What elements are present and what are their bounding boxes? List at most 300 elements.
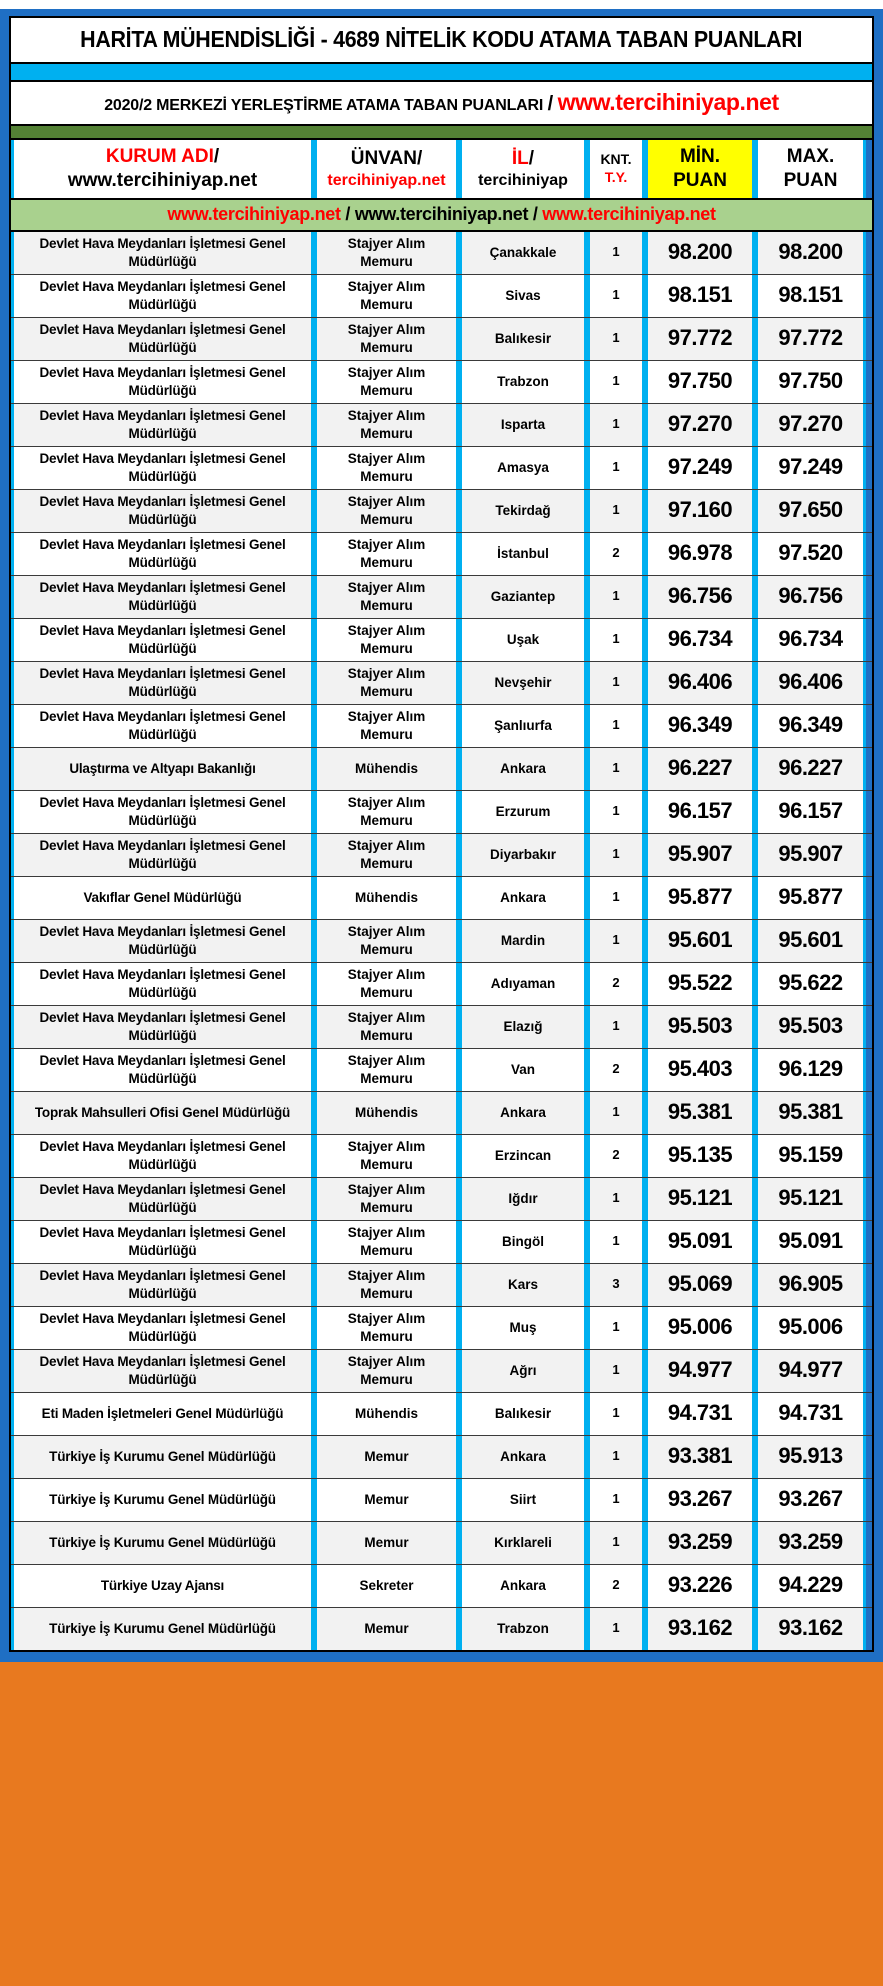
cell-il	[459, 1522, 587, 1564]
cell-max	[755, 447, 866, 489]
cell-min	[645, 1092, 755, 1134]
subtitle-website-link[interactable]: www.tercihiniyap.net	[557, 89, 779, 115]
cell-knt	[587, 1178, 645, 1220]
cell-kurum-text: Türkiye İş Kurumu Genel Müdürlüğü	[49, 1448, 276, 1464]
cell-max	[755, 920, 866, 962]
cell-il	[459, 662, 587, 704]
cell-kurum-text: Türkiye Uzay Ajansı	[100, 1577, 225, 1593]
table-row[interactable]	[11, 232, 872, 275]
cell-unvan	[314, 1135, 459, 1177]
cell-kurum	[11, 1049, 314, 1091]
column-header-max-label: MAX.	[786, 146, 835, 167]
cell-min	[645, 1264, 755, 1306]
cell-max	[755, 1608, 866, 1650]
cell-knt-text: 1	[612, 932, 620, 948]
cell-knt-text: 1	[612, 1620, 620, 1636]
column-header-unvan-label: ÜNVAN	[350, 147, 417, 169]
cell-max	[755, 1006, 866, 1048]
cell-unvan	[314, 920, 459, 962]
table-row[interactable]	[11, 1049, 872, 1092]
cell-il	[459, 963, 587, 1005]
cell-il-text: Van	[510, 1061, 535, 1077]
cell-kurum	[11, 920, 314, 962]
cell-max	[755, 1350, 866, 1392]
cell-min-text: 96.227	[667, 755, 733, 781]
cell-knt	[587, 1522, 645, 1564]
cell-kurum	[11, 1393, 314, 1435]
green-divider	[9, 126, 874, 140]
cell-max	[755, 1221, 866, 1263]
cell-min	[645, 1565, 755, 1607]
cell-il	[459, 318, 587, 360]
cell-min-text: 95.069	[667, 1271, 733, 1297]
cell-kurum-text: Devlet Hava Meydanları İşletmesi Genel Müdürlüğü	[39, 1010, 286, 1043]
cell-max-text: 96.905	[778, 1271, 843, 1297]
cell-il	[459, 1608, 587, 1650]
cell-kurum	[11, 877, 314, 919]
cell-kurum	[11, 1006, 314, 1048]
cell-il-text: İstanbul	[497, 545, 549, 561]
cell-kurum-text: Devlet Hava Meydanları İşletmesi Genel Müdürlüğü	[39, 623, 286, 656]
table-row[interactable]	[11, 877, 872, 920]
cell-min	[645, 1049, 755, 1091]
cell-unvan-text: Memur	[364, 1534, 409, 1550]
cell-knt-text: 1	[612, 459, 620, 475]
cell-min	[645, 1522, 755, 1564]
table-row[interactable]	[11, 1264, 872, 1307]
cell-il-text: Çanakkale	[489, 244, 557, 260]
cell-min-text: 95.907	[667, 841, 733, 867]
cell-il-text: Adıyaman	[490, 975, 556, 991]
cell-kurum	[11, 748, 314, 790]
cell-min	[645, 447, 755, 489]
cell-min-text: 96.349	[667, 712, 733, 738]
cell-il	[459, 447, 587, 489]
cell-kurum	[11, 1221, 314, 1263]
table-row[interactable]	[11, 1565, 872, 1608]
cell-knt-text: 1	[612, 674, 620, 690]
cell-knt	[587, 533, 645, 575]
website-link-2[interactable]: www.tercihiniyap.net	[354, 203, 529, 224]
cell-knt-text: 1	[612, 631, 620, 647]
table-header-row	[9, 140, 874, 200]
cell-min-text: 97.249	[667, 454, 733, 480]
cell-kurum	[11, 1264, 314, 1306]
table-row[interactable]	[11, 361, 872, 404]
cell-knt	[587, 877, 645, 919]
cell-il	[459, 232, 587, 274]
cell-knt	[587, 447, 645, 489]
cell-unvan	[314, 1092, 459, 1134]
cell-knt	[587, 1479, 645, 1521]
cell-kurum	[11, 1565, 314, 1607]
cell-min	[645, 490, 755, 532]
cell-kurum-text: Devlet Hava Meydanları İşletmesi Genel Müdürlüğü	[39, 1268, 286, 1301]
cell-max	[755, 1135, 866, 1177]
cell-max-text: 95.091	[778, 1228, 843, 1254]
column-header-max-puan[interactable]	[755, 140, 866, 198]
cell-kurum-text: Devlet Hava Meydanları İşletmesi Genel Müdürlüğü	[39, 494, 286, 527]
cell-max-text: 96.734	[778, 626, 843, 652]
cell-unvan	[314, 791, 459, 833]
cell-knt-text: 1	[612, 1233, 620, 1249]
cell-min	[645, 404, 755, 446]
column-header-il[interactable]	[459, 140, 587, 198]
cell-kurum	[11, 576, 314, 618]
cell-knt	[587, 1135, 645, 1177]
cell-unvan-text: Mühendis	[355, 889, 418, 905]
cell-max-text: 94.977	[778, 1357, 843, 1383]
cell-min-text: 95.403	[667, 1056, 733, 1082]
cell-unvan-text: Stajyer Alım Memuru	[347, 279, 426, 312]
column-header-min-puan[interactable]	[645, 140, 755, 198]
cell-unvan	[314, 619, 459, 661]
cell-knt-text: 1	[612, 1190, 620, 1206]
cell-unvan-text: Memur	[364, 1491, 409, 1507]
table-row[interactable]	[11, 1436, 872, 1479]
cell-unvan-text: Stajyer Alım Memuru	[347, 924, 426, 957]
cell-unvan	[314, 232, 459, 274]
document-title-banner	[9, 16, 874, 64]
cell-knt-text: 1	[612, 846, 620, 862]
table-row[interactable]	[11, 1522, 872, 1565]
cell-unvan	[314, 1221, 459, 1263]
cell-min	[645, 662, 755, 704]
cell-max	[755, 963, 866, 1005]
cell-kurum	[11, 1135, 314, 1177]
table-row[interactable]	[11, 1307, 872, 1350]
cell-kurum	[11, 619, 314, 661]
cell-il	[459, 705, 587, 747]
cell-knt-text: 1	[612, 1405, 620, 1421]
table-row[interactable]	[11, 275, 872, 318]
cell-knt-text: 1	[612, 717, 620, 733]
table-row[interactable]	[11, 1006, 872, 1049]
cell-il	[459, 791, 587, 833]
cell-il	[459, 275, 587, 317]
cell-max	[755, 748, 866, 790]
cell-min-text: 97.270	[667, 411, 733, 437]
cell-unvan	[314, 576, 459, 618]
cell-max-text: 93.162	[778, 1615, 843, 1641]
cell-unvan	[314, 361, 459, 403]
cell-il-text: Siirt	[509, 1491, 537, 1507]
cell-unvan	[314, 705, 459, 747]
cell-il	[459, 1135, 587, 1177]
cell-max	[755, 662, 866, 704]
table-row[interactable]	[11, 1608, 872, 1650]
cell-max	[755, 232, 866, 274]
cell-min-text: 96.406	[667, 669, 733, 695]
cell-min	[645, 1350, 755, 1392]
cell-il-text: Ankara	[500, 1104, 546, 1120]
cell-kurum	[11, 1307, 314, 1349]
cell-il	[459, 1479, 587, 1521]
cell-min	[645, 920, 755, 962]
table-row[interactable]	[11, 791, 872, 834]
cell-kurum-text: Devlet Hava Meydanları İşletmesi Genel Müdürlüğü	[39, 1053, 286, 1086]
cell-knt-text: 1	[612, 760, 620, 776]
cell-unvan-text: Stajyer Alım Memuru	[347, 709, 426, 742]
cell-kurum-text: Devlet Hava Meydanları İşletmesi Genel Müdürlüğü	[39, 967, 286, 1000]
cell-unvan-text: Stajyer Alım Memuru	[347, 666, 426, 699]
cell-knt-text: 1	[612, 1104, 620, 1120]
cell-max	[755, 361, 866, 403]
cell-knt	[587, 490, 645, 532]
subtitle-text: 2020/2 MERKEZİ YERLEŞTİRME ATAMA TABAN PUANLARI	[104, 97, 544, 114]
cell-max-text: 97.270	[778, 411, 843, 437]
cell-unvan	[314, 748, 459, 790]
cell-knt-text: 1	[612, 1491, 620, 1507]
cell-unvan	[314, 963, 459, 1005]
cell-unvan	[314, 404, 459, 446]
cell-min-text: 93.226	[667, 1572, 733, 1598]
cell-il	[459, 404, 587, 446]
cell-unvan-text: Stajyer Alım Memuru	[347, 967, 426, 1000]
cell-min	[645, 834, 755, 876]
cell-unvan	[314, 1006, 459, 1048]
cell-il	[459, 1178, 587, 1220]
cell-max	[755, 1479, 866, 1521]
table-row[interactable]	[11, 490, 872, 533]
cell-max-text: 97.650	[778, 497, 843, 523]
cell-max-text: 94.229	[778, 1572, 843, 1598]
cell-il-text: Uşak	[506, 631, 540, 647]
cell-il-text: Ankara	[500, 760, 546, 776]
cell-unvan	[314, 1522, 459, 1564]
cell-il-text: Erzurum	[495, 803, 551, 819]
cell-knt	[587, 1264, 645, 1306]
cell-kurum	[11, 1436, 314, 1478]
cell-il	[459, 1307, 587, 1349]
cell-min-text: 96.756	[667, 583, 733, 609]
cell-unvan-text: Stajyer Alım Memuru	[347, 838, 426, 871]
table-row[interactable]	[11, 1393, 872, 1436]
table-row[interactable]	[11, 1178, 872, 1221]
cell-max	[755, 1565, 866, 1607]
cell-knt	[587, 318, 645, 360]
cell-knt	[587, 791, 645, 833]
cell-kurum-text: Devlet Hava Meydanları İşletmesi Genel Müdürlüğü	[39, 322, 286, 355]
cell-kurum	[11, 963, 314, 1005]
cell-min	[645, 619, 755, 661]
table-row[interactable]	[11, 533, 872, 576]
cell-kurum-text: Vakıflar Genel Müdürlüğü	[83, 889, 242, 905]
cell-max	[755, 705, 866, 747]
cell-unvan-text: Stajyer Alım Memuru	[347, 1268, 426, 1301]
cell-il-text: Ankara	[500, 1448, 546, 1464]
cell-il-text: Erzincan	[494, 1147, 552, 1163]
cell-knt-text: 3	[612, 1276, 620, 1292]
cell-min	[645, 877, 755, 919]
cell-kurum-text: Devlet Hava Meydanları İşletmesi Genel Müdürlüğü	[39, 580, 286, 613]
cell-unvan	[314, 1479, 459, 1521]
cell-max	[755, 619, 866, 661]
cell-max	[755, 1307, 866, 1349]
cell-knt	[587, 1221, 645, 1263]
cell-knt	[587, 361, 645, 403]
cell-unvan-text: Stajyer Alım Memuru	[347, 1182, 426, 1215]
cell-unvan	[314, 834, 459, 876]
cell-kurum	[11, 361, 314, 403]
cell-min-text: 98.200	[667, 239, 733, 265]
cell-knt-text: 2	[612, 1147, 620, 1163]
cell-min	[645, 1393, 755, 1435]
cell-min-text: 93.259	[667, 1529, 733, 1555]
table-row[interactable]	[11, 748, 872, 791]
cell-il	[459, 877, 587, 919]
cell-knt	[587, 1608, 645, 1650]
table-row[interactable]	[11, 1092, 872, 1135]
cell-kurum-text: Devlet Hava Meydanları İşletmesi Genel Müdürlüğü	[39, 1139, 286, 1172]
cell-knt	[587, 404, 645, 446]
cell-min	[645, 705, 755, 747]
cell-unvan-text: Stajyer Alım Memuru	[347, 537, 426, 570]
cell-knt-text: 1	[612, 330, 620, 346]
column-header-kurum-site: www.tercihiniyap.net	[67, 169, 258, 191]
cell-unvan-text: Stajyer Alım Memuru	[347, 1311, 426, 1344]
cell-knt-text: 1	[612, 1448, 620, 1464]
column-header-kurum[interactable]	[11, 140, 314, 198]
cell-max-text: 96.227	[778, 755, 843, 781]
cell-knt	[587, 1393, 645, 1435]
cell-max-text: 95.503	[778, 1013, 843, 1039]
table-row[interactable]	[11, 318, 872, 361]
cell-kurum-text: Devlet Hava Meydanları İşletmesi Genel Müdürlüğü	[39, 279, 286, 312]
cell-il-text: Muş	[509, 1319, 537, 1335]
cell-max-text: 95.601	[778, 927, 843, 953]
cell-knt	[587, 1049, 645, 1091]
cell-il-text: Elazığ	[503, 1018, 543, 1034]
cell-max-text: 95.877	[778, 884, 843, 910]
cell-unvan-text: Stajyer Alım Memuru	[347, 1354, 426, 1387]
table-row[interactable]	[11, 1221, 872, 1264]
table-row[interactable]	[11, 619, 872, 662]
cell-kurum-text: Devlet Hava Meydanları İşletmesi Genel Müdürlüğü	[39, 709, 286, 742]
table-row[interactable]	[11, 834, 872, 877]
cell-min-text: 96.734	[667, 626, 733, 652]
cell-min-text: 93.267	[667, 1486, 733, 1512]
cell-min-text: 93.162	[667, 1615, 733, 1641]
cell-kurum-text: Devlet Hava Meydanları İşletmesi Genel Müdürlüğü	[39, 1311, 286, 1344]
column-header-unvan[interactable]	[314, 140, 459, 198]
cell-il	[459, 834, 587, 876]
cell-knt	[587, 619, 645, 661]
cell-kurum	[11, 490, 314, 532]
table-row[interactable]	[11, 705, 872, 748]
cell-unvan-text: Stajyer Alım Memuru	[347, 1139, 426, 1172]
cell-max-text: 96.129	[778, 1056, 843, 1082]
cell-il-text: Balıkesir	[494, 1405, 552, 1421]
cell-kurum	[11, 1350, 314, 1392]
cell-knt	[587, 1565, 645, 1607]
column-header-knt[interactable]	[587, 140, 645, 198]
cell-max-text: 96.756	[778, 583, 843, 609]
cell-knt-text: 1	[612, 1534, 620, 1550]
cell-kurum-text: Toprak Mahsulleri Ofisi Genel Müdürlüğü	[34, 1104, 291, 1120]
cell-max-text: 95.006	[778, 1314, 843, 1340]
table-row[interactable]	[11, 920, 872, 963]
subtitle-separator: /	[547, 93, 554, 115]
cell-kurum-text: Türkiye İş Kurumu Genel Müdürlüğü	[49, 1620, 276, 1636]
cell-kurum	[11, 1479, 314, 1521]
cell-knt-text: 1	[612, 244, 620, 260]
cell-il	[459, 361, 587, 403]
cell-max	[755, 275, 866, 317]
cell-kurum-text: Devlet Hava Meydanları İşletmesi Genel Müdürlüğü	[39, 666, 286, 699]
cell-knt	[587, 576, 645, 618]
cell-max	[755, 533, 866, 575]
column-header-kurum-slash: /	[213, 146, 220, 167]
table-row[interactable]	[11, 662, 872, 705]
cell-kurum-text: Devlet Hava Meydanları İşletmesi Genel Müdürlüğü	[39, 795, 286, 828]
cell-knt-text: 1	[612, 588, 620, 604]
cell-unvan-text: Stajyer Alım Memuru	[347, 1010, 426, 1043]
cell-unvan	[314, 275, 459, 317]
table-row[interactable]	[11, 1479, 872, 1522]
table-row[interactable]	[11, 576, 872, 619]
cell-kurum-text: Devlet Hava Meydanları İşletmesi Genel Müdürlüğü	[39, 236, 286, 269]
table-row[interactable]	[11, 404, 872, 447]
column-header-unvan-slash: /	[416, 147, 423, 169]
table-row[interactable]	[11, 1135, 872, 1178]
cell-knt-text: 1	[612, 416, 620, 432]
cell-il	[459, 1350, 587, 1392]
website-link-1[interactable]: www.tercihiniyap.net	[167, 203, 341, 224]
website-link-3[interactable]: www.tercihiniyap.net	[542, 203, 716, 224]
page-root	[0, 9, 883, 1986]
cell-unvan	[314, 447, 459, 489]
cell-il-text: Trabzon	[497, 373, 549, 389]
cell-min-text: 98.151	[667, 282, 733, 308]
cell-max-text: 97.750	[778, 368, 843, 394]
cell-min-text: 95.522	[667, 970, 733, 996]
cell-max	[755, 1178, 866, 1220]
cell-kurum	[11, 404, 314, 446]
cell-kurum-text: Türkiye İş Kurumu Genel Müdürlüğü	[49, 1491, 276, 1507]
table-row[interactable]	[11, 1350, 872, 1393]
cell-knt	[587, 748, 645, 790]
cell-il-text: Mardin	[500, 932, 546, 948]
cell-il	[459, 1221, 587, 1263]
cell-knt	[587, 1307, 645, 1349]
cell-unvan	[314, 490, 459, 532]
cell-min	[645, 1221, 755, 1263]
cell-min	[645, 1479, 755, 1521]
cell-max-text: 95.913	[778, 1443, 843, 1469]
cell-max-text: 95.907	[778, 841, 843, 867]
cell-kurum	[11, 533, 314, 575]
cell-min	[645, 1608, 755, 1650]
table-row[interactable]	[11, 963, 872, 1006]
table-row[interactable]	[11, 447, 872, 490]
cell-kurum	[11, 662, 314, 704]
cell-unvan	[314, 1264, 459, 1306]
cell-kurum-text: Devlet Hava Meydanları İşletmesi Genel Müdürlüğü	[39, 838, 286, 871]
cell-min-text: 94.977	[667, 1357, 733, 1383]
cell-unvan-text: Mühendis	[355, 1405, 418, 1421]
cell-unvan	[314, 1608, 459, 1650]
cell-kurum	[11, 1092, 314, 1134]
cell-unvan-text: Stajyer Alım Memuru	[347, 580, 426, 613]
cell-il-text: Sivas	[505, 287, 541, 303]
cell-min	[645, 748, 755, 790]
cell-il-text: Ankara	[500, 889, 546, 905]
cell-il	[459, 748, 587, 790]
cell-max-text: 95.622	[778, 970, 843, 996]
cell-knt-text: 1	[612, 803, 620, 819]
cell-unvan-text: Stajyer Alım Memuru	[347, 408, 426, 441]
